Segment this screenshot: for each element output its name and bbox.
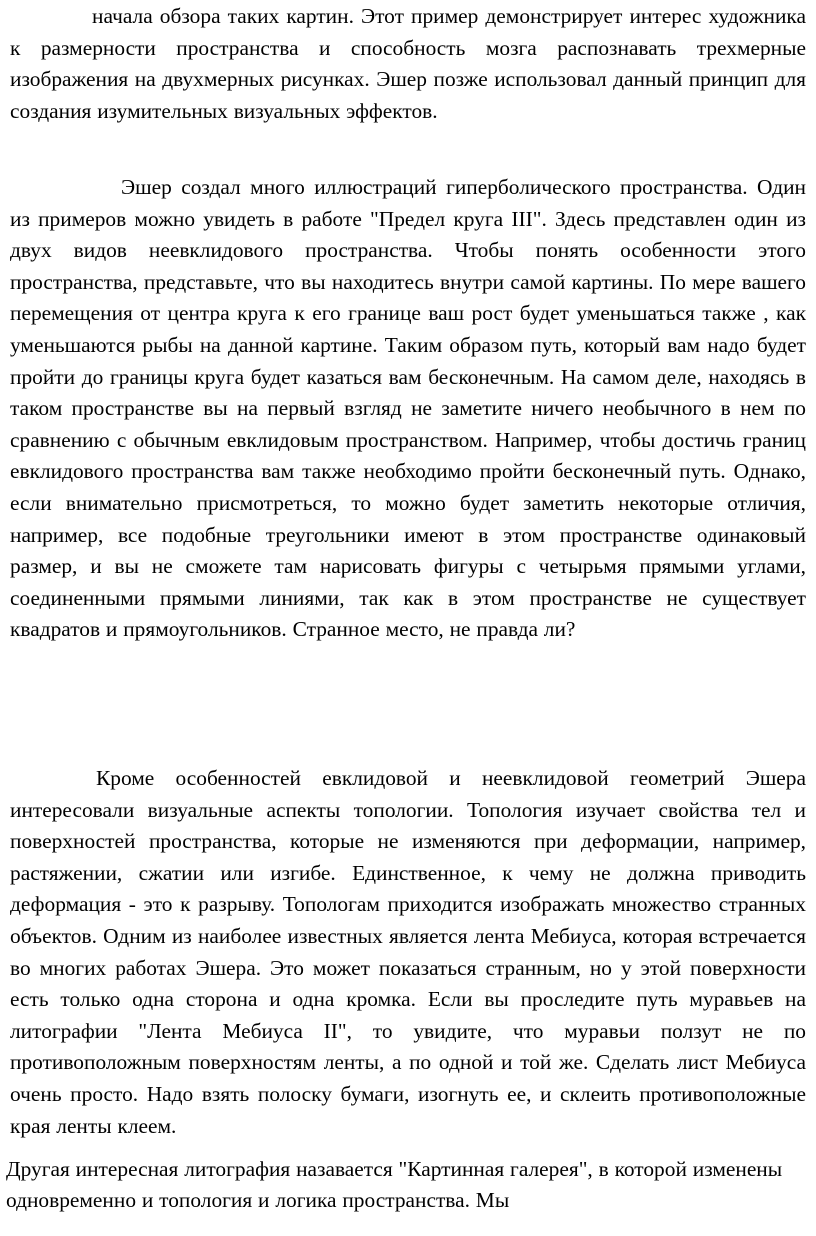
paragraph-picture-gallery: Другая интересная литография назавается "Картинная галерея", в которой изменены одновременно и топология и логика пространства. Мы <box>6 1157 783 1212</box>
paragraph-topology-mobius: Кроме особенностей евклидовой и неевклидовой геометрий Эшера интересовали визуальные аспекты топологии. Топология изучает свойства тел и поверхностей пространства, которые не изменяются при деформации, например, растяжении, сжатии или изгибе. Единственное, к чему не должна приводить деформация - это к разрыву. Топологам приходится изображать множество странных объектов. Одним из наиболее известных является лента Мебиуса, которая встречается во многих работах Эшера. Это может показаться странным, но у этой поверхности есть только одна сторона и одна кромка. Если вы проследите путь муравьев на литографии "Лента Мебиуса II", то увидите, что муравьи ползут не по противоположным поверхностям ленты, а по одной и той же. Сделать лист Мебиуса очень просто. Надо взять полоску бумаги, изогнуть ее, и склеить противоположные края ленты клеем. <box>10 766 806 1138</box>
paragraph-hyperbolic-space: Эшер создал много иллюстраций гиперболического пространства. Один из примеров можно увидеть в работе "Предел круга III". Здесь представлен один из двух видов неевклидового пространства. Чтобы понять особенности этого пространства, представьте, что вы находитесь внутри самой картины. По мере вашего перемещения от центра круга к его границе ваш рост будет уменьшаться также , как уменьшаются рыбы на данной картине. Таким образом путь, который вам надо будет пройти до границы круга будет казаться вам бесконечным. На самом деле, находясь в таком пространстве вы на первый взгляд не заметите ничего необычного в нем по сравнению с обычным евклидовым пространством. Например, чтобы достичь границ евклидового пространства вам также необходимо пройти бесконечный путь. Однако, если внимательно присмотреться, то можно будет заметить некоторые отличия, например, все подобные треугольники имеют в этом пространстве одинаковый размер, и вы не сможете там нарисовать фигуры с четырьмя прямыми углами, соединенными прямыми линиями, так как в этом пространстве не существует квадратов и прямоугольников. Странное место, не правда ли? <box>10 175 806 642</box>
paragraph-dimension-interest: начала обзора таких картин. Этот пример демонстрирует интерес художника к размерности пространства и способность мозга распознавать трехмерные изображения на двухмерных рисунках. Эшер позже использовал данный принцип для создания изумительных визуальных эффектов. <box>10 4 806 123</box>
